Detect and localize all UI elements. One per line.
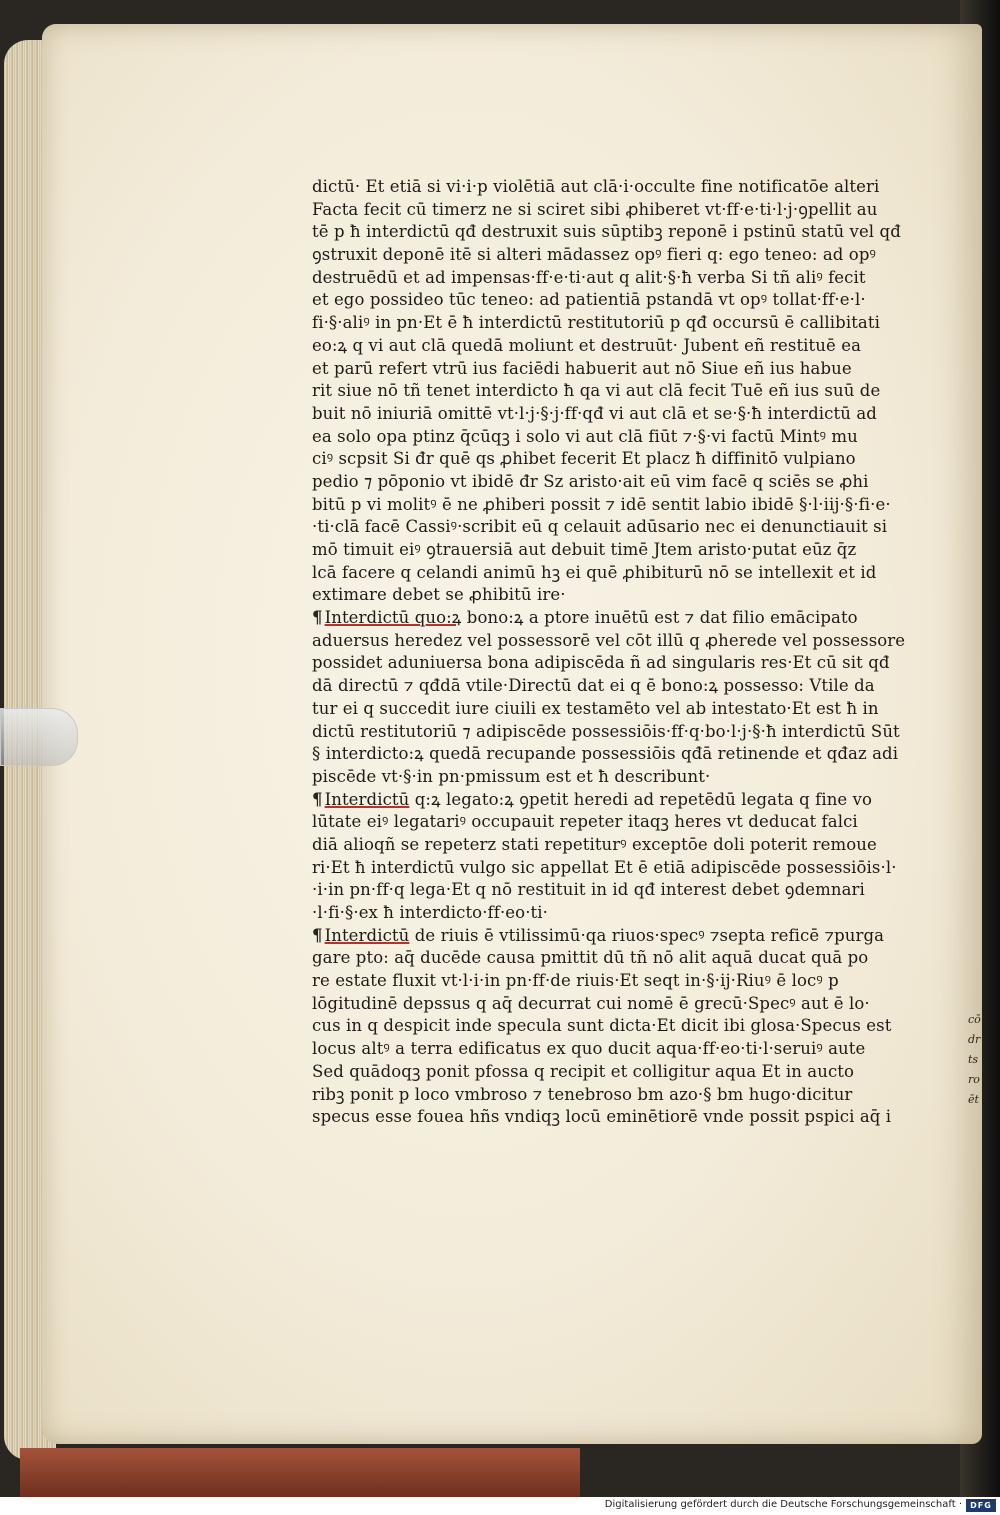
- text-line: [312, 925, 912, 948]
- paragraph-mark: ¶: [312, 608, 323, 628]
- line-text: diā alioqñ se repeterz stati repetiturꝰ exceptōe doli poterit remoue: [312, 834, 877, 854]
- text-line: lcā facere q celandi animū hꝫ ei quē ꝓhibiturū nō se intellexit et id: [312, 562, 877, 582]
- line-text: Sed quādoqꝫ ponit pfossa q recipit et colligitur aqua Et in aucto: [312, 1061, 855, 1081]
- line-text: aduersus heredez vel possessorē vel cōt illū q ꝓherede vel possessore: [312, 630, 906, 650]
- text-line: [312, 879, 912, 902]
- line-text: lūtate eiꝰ legatariꝰ occupauit repeter itaqꝫ heres vt deducat falci: [312, 812, 858, 832]
- text-line: et parū refert vtrū ius faciēdi habuerit aut nō Siue eñ ius habue: [312, 358, 852, 378]
- line-text: re estate fluxit vt·l·i·in pn·ff·de riuis·Et seqt in·§·ij·Riuꝰ ē locꝰ p: [312, 971, 839, 991]
- margin-note: cō: [968, 1013, 981, 1026]
- rubricated-heading: Interdictū quo:ꝝ: [324, 608, 462, 628]
- text-line: [312, 1106, 912, 1129]
- margin-note: ēt: [968, 1093, 979, 1106]
- line-text: specus esse fouea hñs vndiqꝫ locū eminētiorē vnde possit pspici aq̄ i: [312, 1107, 892, 1127]
- margin-note: ts: [968, 1053, 979, 1066]
- text-line: ea solo opa ptinz q̄cūqꝫ i solo vi aut clā fiūt ⁊·§·vi factū Mintꝰ mu: [312, 426, 858, 446]
- margin-note: dr: [968, 1033, 981, 1046]
- line-text: ribꝫ ponit p loco vmbroso ⁊ tenebroso bm azo·§ bm hugo·dicitur: [312, 1084, 853, 1104]
- line-text: q:ꝝ legato:ꝝ ꝯpetit heredi ad repetēdū legata q fine vo: [409, 789, 873, 809]
- rubricated-heading: Interdictū: [324, 925, 410, 945]
- line-text: lōgitudinē depssus q aq̄ decurrat cui nomē ē grecū·Specꝰ aut ē lo·: [312, 993, 870, 1013]
- text-line: rit siue nō tñ tenet interdicto ħ qa vi aut clā fecit Tuē eñ ius suū de: [312, 381, 881, 401]
- line-text: locus altꝰ a terra edificatus ex quo ducit aqua·ff·eo·ti·l·seruiꝰ aute: [312, 1039, 866, 1059]
- text-line: [312, 607, 912, 630]
- footer-bar: [0, 1497, 1000, 1515]
- text-line: [312, 789, 912, 812]
- line-text: ·i·in pn·ff·q lega·Et q nō restituit in id qđ interest debet ꝯdemnari: [312, 880, 865, 900]
- text-line: [312, 811, 912, 834]
- text-line: fi·§·aliꝰ in pn·Et ē ħ interdictū restitutoriū p qđ occursū ē callibitati: [312, 313, 880, 333]
- line-text: possidet aduniuersa bona adipiscēda ñ ad singularis res·Et cū sit qđ: [312, 653, 890, 673]
- paragraph-mark: ¶: [312, 789, 323, 809]
- text-line: [312, 652, 912, 675]
- line-text: ·l·fi·§·ex ħ interdicto·ff·eo·ti·: [312, 903, 549, 922]
- text-line: [312, 721, 912, 744]
- dfg-logo: DFG: [966, 1499, 996, 1512]
- text-line: et ego possideo tūc teneo: ad patientiā pstandā vt opꝰ tollat·ff·e·l·: [312, 290, 866, 310]
- text-line: [312, 766, 912, 789]
- text-line: destruēdū et ad impensas·ff·e·ti·aut q alit·§·ħ verba Si tñ aliꝰ fecit: [312, 267, 866, 287]
- text-line: [312, 902, 912, 925]
- text-line: [312, 675, 912, 698]
- text-line: ꝯstruxit deponē itē si alteri mādassez opꝰ fieri q: ego teneo: ad opꝰ: [312, 245, 876, 265]
- text-line: [312, 630, 912, 653]
- text-line: bitū p vi molitꝰ ē ne ꝓhiberi possit ⁊ idē sentit labio ibidē §·l·iij·§·fi·e·: [312, 494, 891, 514]
- line-text: ri·Et ħ interdictū vulgo sic appellat Et ē etiā adipiscēde possessiōis·l·: [312, 857, 897, 877]
- funding-credit: Digitalisierung gefördert durch die Deutsche Forschungsgemeinschaft ·: [604, 1499, 962, 1510]
- text-line: [312, 698, 912, 721]
- text-line: ·ti·clā facē Cassiꝰ·scribit eū q celauit adūsario nec ei denunctiauit si: [312, 517, 888, 537]
- line-text: dā directū ⁊ qđdā vtile·Directū dat ei q ē bono:ꝝ possesso: Vtile da: [312, 676, 875, 696]
- line-text: tur ei q succedit iure ciuili ex testamēto vel ab intestato·Et est ħ in: [312, 698, 879, 718]
- text-line: [312, 1038, 912, 1061]
- line-text: de riuis ē vtilissimū·qa riuos·specꝰ ⁊septa reficē ⁊purga: [409, 925, 885, 945]
- line-text: bono:ꝝ a ptore inuētū est ⁊ dat filio emācipato: [461, 608, 858, 628]
- incunabula-text-block: [312, 176, 912, 1129]
- text-line: [312, 834, 912, 857]
- facing-page-marginalia: [968, 1010, 998, 1110]
- text-line: buit nō iniuriā omittē vt·l·j·§·j·ff·qđ vi aut clā et se·§·ħ interdictū ad: [312, 403, 877, 423]
- text-line: [312, 857, 912, 880]
- paragraph-mark: ¶: [312, 925, 323, 945]
- margin-note: ro: [968, 1073, 980, 1086]
- text-line: extimare debet se ꝓhibitū ire·: [312, 585, 566, 605]
- text-line: [312, 743, 912, 766]
- text-line: [312, 1015, 912, 1038]
- text-line: mō timuit eiꝰ ꝯtrauersiā aut debuit timē Jtem aristo·putat eūz q̄z: [312, 540, 857, 559]
- line-text: dictū restitutoriū ⁊ adipiscēde possessiōis·ff·q·bo·l·j·§·ħ interdictū Sūt: [312, 721, 900, 741]
- rubricated-heading: Interdictū: [324, 789, 410, 809]
- text-line: [312, 1084, 912, 1107]
- line-text: piscēde vt·§·in pn·pmissum est et ħ describunt·: [312, 766, 711, 786]
- text-line: [312, 1061, 912, 1084]
- line-text: § interdicto:ꝝ quedā recupande possessiōis qđā retinende et qđaz adi: [312, 744, 899, 764]
- text-line: ciꝰ scpsit Si đr quē qs ꝓhibet fecerit Et placz ħ diffinitō vulpiano: [312, 449, 856, 469]
- text-line: dictū· Et etiā si vi·i·p violētiā aut clā·i·occulte fine notificatōe alteri: [312, 177, 880, 196]
- page-holder-clip: [0, 708, 78, 766]
- text-line: Facta fecit cū timerz ne si sciret sibi ꝓhiberet vt·ff·e·ti·l·j·ꝯpellit au: [312, 199, 878, 219]
- text-line: pedio ⁊ pōponio vt ibidē đr Sz aristo·ait eū vim facē q sciēs se ꝓhi: [312, 471, 869, 491]
- text-line: [312, 970, 912, 993]
- text-line: eo:ꝝ q vi aut clā quedā moliunt et destruūt· Jubent eñ restituē ea: [312, 335, 862, 355]
- text-line: [312, 993, 912, 1016]
- text-line: tē p ħ interdictū qđ destruxit suis sūptibꝫ reponē i pstinū statū vel qđ: [312, 222, 901, 242]
- text-line: [312, 947, 912, 970]
- line-text: cus in q despicit inde specula sunt dicta·Et dicit ibi glosa·Specus est: [312, 1016, 892, 1036]
- line-text: gare pto: aq̄ ducēde causa pmittit dū tñ nō alit aquā ducat quā po: [312, 948, 869, 968]
- red-cloth-underlay: [20, 1448, 580, 1497]
